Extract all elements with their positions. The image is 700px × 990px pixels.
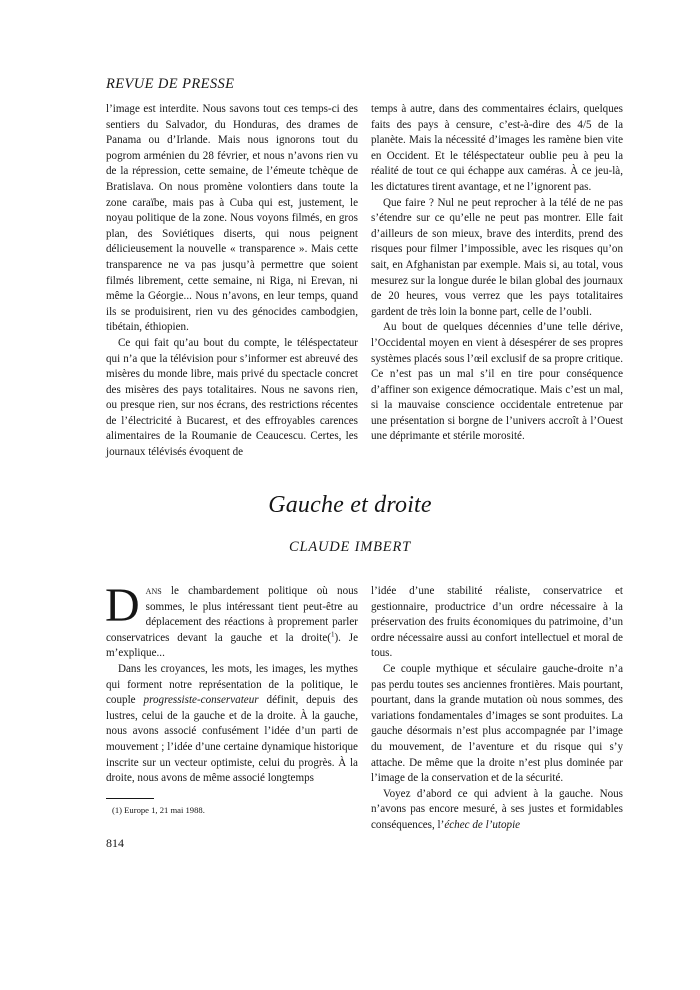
paragraph: Au bout de quelques décennies d’une telle dérive, l’Occidental moyen en vient à désespérer de ses propres systèmes placés sous l’œil exclusif de sa propre critique. Ce n’est pas un mal s’il en tire pour conséquence d’affiner son exigence démocratique. Mais c’est un mal, si la mauvaise conscience occidentale entretenue par une présentation si borgne de l’univers accroît à l’Ouest une déprimante et stérile morosité. — [371, 321, 623, 443]
paragraph: Que faire ? Nul ne peut reprocher à la télé de ne pas s’étendre sur ce qu’elle ne peut pas montrer. Elle fait d’ailleurs de son mieux, brave des interdits, prend des risques pour filmer l’impossible, avec les risques qu’on sait, en Afghanistan par exemple. Mais si, au total, vous mesurez sur la longue durée le bilan global des journaux de 20 heures, vous verrez que les pays totalitaires gardent de très loin la bonne part, celle de l’oubli. — [371, 196, 623, 318]
paragraph-text: Voyez d’abord ce qui advient à la gauche. Nous n’avons pas encore mesuré, à ses justes et formidables conséquences, l’ — [371, 787, 623, 831]
italic-term: progressiste-conservateur — [143, 694, 259, 707]
footnote: (1) Europe 1, 21 mai 1988. — [112, 805, 205, 815]
paragraph: l’image est interdite. Nous savons tout ces temps-ci des sentiers du Salvador, du Honduras, des drames de Panama ou d’Irlande. Mais nous ignorons tout du pogrom arménien du 28 février, et nous n’avons rien vu de la répression, cette semaine, de l’émeute tchèque de Bratislava. On nous promène volontiers dans toute la zone caraïbe, mais pas à Cuba qui est, justement, le noyau politique de la zone. Nous voyons filmés, en gros plan, des Soviétiques diserts, qui nous peignent délicieusement la nouvelle « transparence ». Mais cette transparence ne va pas jusqu’à permettre que soient filmés librement, cette semaine, ni Riga, ni Erevan, ni même la Géorgie... Nous n’avons, en leur temps, quand ils se produisirent, rien vu des génocides cambodgien, tibétain, éthiopien. — [106, 103, 358, 334]
top-right-column — [371, 102, 623, 445]
article-left-column — [105, 579, 359, 787]
lead-text: le chambardement politique où nous sommes, le plus intéressant tient peut-être au déplacement des réactions à proprement parler conservatrices devant la gauche et la droite( — [106, 585, 358, 644]
article-right-column — [371, 584, 623, 834]
paragraph: temps à autre, dans des commentaires éclairs, quelques faits des pays à censure, c’est-à-dire des 4/5 de la planète. Mais la nécessité d’images les ramène bien vite en Occident. Et le téléspectateur oublie peu à peu la réalité de tout ce qui échappe aux caméras. À ce jeu-là, les dictatures tirent avantage, et ne l’ignorent pas. — [371, 103, 623, 193]
top-left-column — [106, 102, 358, 461]
lead-paragraph — [105, 579, 359, 662]
running-head: REVUE DE PRESSE — [106, 76, 235, 92]
italic-term: échec de l’utopie — [444, 818, 521, 831]
page-number: 814 — [106, 836, 124, 850]
paragraph-text: définit, depuis des lustres, celui de la gauche et de la droite. À la gauche, nous avons associé confusément l’idée d’un parti de mouvement ; l’idée d’une certaine dynamique historique inscrite sur un vecteur optimiste, celui du progrès. À la droite, nous avons de même associé longtemps — [106, 694, 358, 785]
drop-cap: D — [105, 579, 140, 632]
lead-text-end: ). Je m’explique... — [106, 631, 359, 660]
paragraph: Ce qui fait qu’au bout du compte, le téléspectateur qui n’a que la télévision pour s’informer est abreuvé des misères du monde libre, mais privé du spectacle concret des misères des pays totalitaires. Nous ne savons rien, ou presque rien, sur nos écrans, des restrictions récentes de l’électricité à Bucarest, et des effroyables carences alimentaires de la Roumanie de Ceaucescu. Certes, les journaux télévisés évoquent de — [106, 336, 358, 459]
article-title: Gauche et droite — [268, 492, 432, 518]
paragraph — [371, 787, 623, 834]
lead-smallcaps: ans — [145, 585, 162, 597]
footnote-mark: 1 — [330, 630, 335, 639]
paragraph: Ce couple mythique et séculaire gauche-droite n’a pas perdu toutes ses anciennes frontières. Mais pourtant, pourtant, dans la grande mutation où nous sommes, des variations fondamentales d’images se sont produites. La gauche désormais n’est plus accompagnée par l’image du mouvement, de l’aventure et du risque qui s’y attache. De même que la droite n’est plus dominée par l’image de la conservation et de la sécurité. — [371, 662, 623, 785]
paragraph: l’idée d’une stabilité réaliste, conservatrice et gestionnaire, productrice d’un ordre nécessaire à la préservation des fruits économiques du patrimoine, d’un ordre nécessaire aussi au confort intellectuel et moral de tous. — [371, 585, 623, 660]
article-author: CLAUDE IMBERT — [289, 539, 411, 555]
paragraph-text: Dans les croyances, les mots, les images, les mythes qui forment notre représentation de la politique, le couple — [106, 662, 358, 707]
footnote-rule — [106, 798, 154, 799]
paragraph — [106, 662, 358, 787]
